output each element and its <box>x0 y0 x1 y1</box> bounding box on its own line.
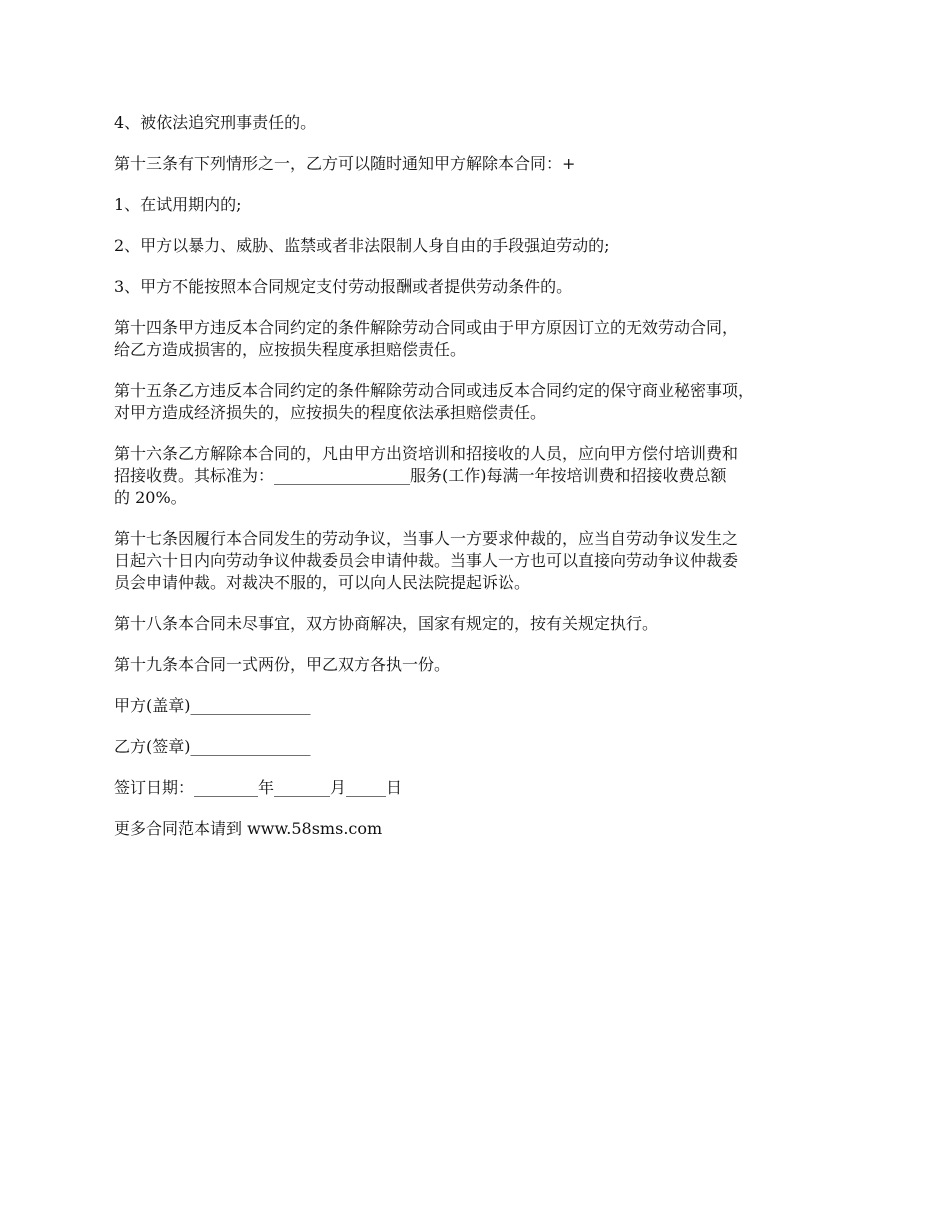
clause-3-payment: 3、甲方不能按照本合同规定支付劳动报酬或者提供劳动条件的。 <box>114 277 573 296</box>
party-a-signature: 甲方(盖章)_______________ <box>114 696 311 715</box>
contract-page <box>114 112 844 859</box>
sign-date: 签订日期：________年_______月_____日 <box>114 778 403 797</box>
article-18: 第十八条本合同未尽事宜，双方协商解决，国家有规定的，按有关规定执行。 <box>114 614 659 633</box>
clause-2-forced-labor: 2、甲方以暴力、威胁、监禁或者非法限制人身自由的手段强迫劳动的; <box>114 236 610 255</box>
footer-link: 更多合同范本请到 www.58sms.com <box>114 819 383 838</box>
article-14 <box>114 317 844 361</box>
article-17-line-3: 员会申请仲裁。对裁决不服的，可以向人民法院提起诉讼。 <box>114 573 531 592</box>
article-16-line-2: 招接收费。其标准为：_________________服务(工作)每满一年按培训费和招接收费总额 <box>114 466 727 485</box>
clause-4-criminal: 4、被依法追究刑事责任的。 <box>114 113 317 132</box>
party-b-signature: 乙方(签章)_______________ <box>114 737 311 756</box>
article-15 <box>114 380 844 424</box>
article-17 <box>114 528 844 594</box>
article-14-line-2: 给乙方造成损害的，应按损失程度承担赔偿责任。 <box>114 340 467 359</box>
article-19: 第十九条本合同一式两份，甲乙双方各执一份。 <box>114 655 451 674</box>
article-15-line-1: 第十五条乙方违反本合同约定的条件解除劳动合同或违反本合同约定的保守商业秘密事项， <box>114 381 755 400</box>
article-16-line-3: 的 20%。 <box>114 488 187 507</box>
article-17-line-1: 第十七条因履行本合同发生的劳动争议，当事人一方要求仲裁的，应当自劳动争议发生之 <box>114 529 739 548</box>
article-17-line-2: 日起六十日内向劳动争议仲裁委员会申请仲裁。当事人一方也可以直接向劳动争议仲裁委 <box>114 551 739 570</box>
clause-1-probation: 1、在试用期内的; <box>114 195 242 214</box>
article-16 <box>114 443 844 509</box>
article-13: 第十三条有下列情形之一，乙方可以随时通知甲方解除本合同：+ <box>114 154 576 173</box>
article-15-line-2: 对甲方造成经济损失的，应按损失的程度依法承担赔偿责任。 <box>114 403 547 422</box>
article-16-line-1: 第十六条乙方解除本合同的，凡由甲方出资培训和招接收的人员，应向甲方偿付培训费和 <box>114 444 739 463</box>
article-14-line-1: 第十四条甲方违反本合同约定的条件解除劳动合同或由于甲方原因订立的无效劳动合同， <box>114 318 739 337</box>
